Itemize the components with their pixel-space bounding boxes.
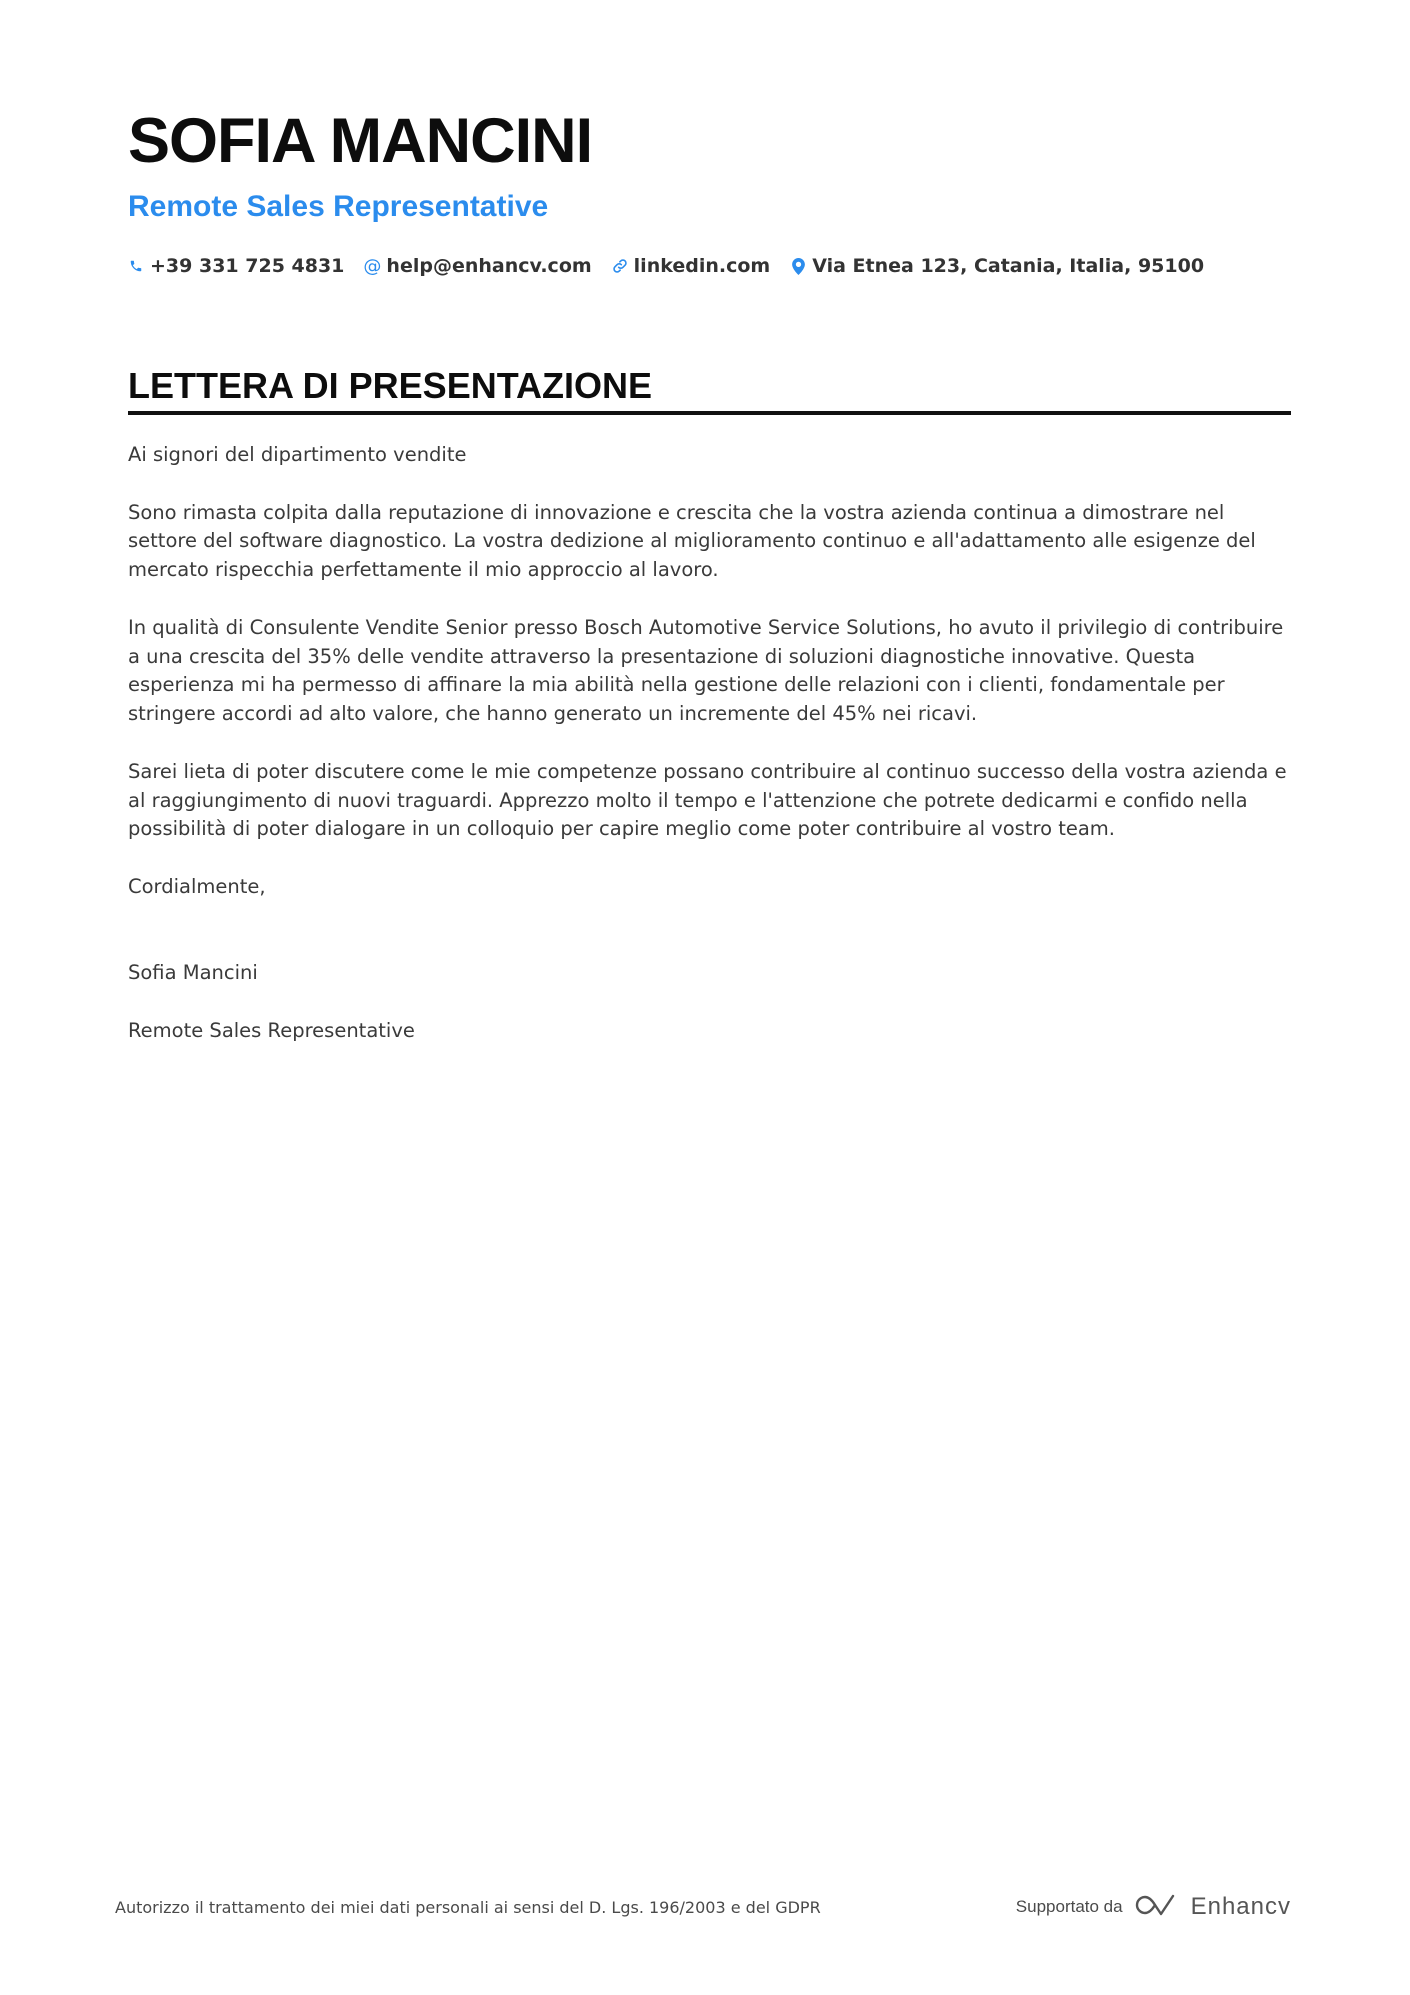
letter-paragraph: Sono rimasta colpita dalla reputazione di innovazione e crescita che la vostra azienda continua a dimostrare nel settore del software diagnostico. La vostra dedizione al miglioramento continuo e all'adattamento alle esigenze del mercato rispecchia perfettamente il mio approccio al lavoro. [128, 500, 1256, 582]
letter-closing: Cordialmente, [128, 874, 266, 898]
supported-by-label: Supportato da [1015, 1897, 1123, 1916]
location-pin-icon [790, 257, 806, 275]
contact-phone[interactable] [128, 255, 344, 277]
letter-paragraph: In qualità di Consulente Vendite Senior presso Bosch Automotive Service Solutions, ho avuto il privilegio di contribuire a una crescita del 35% delle vendite attraverso la presentazione di soluzioni diagnostiche innovative. Questa esperienza mi ha permesso di affinare la mia abilità nella gestione delle relazioni con i clienti, fondamentale per stringere accordi ad alto valore, che hanno generato un incremente del 45% nei ricavi. [128, 615, 1284, 726]
section-title: LETTERA DI PRESENTAZIONE [128, 365, 653, 406]
contact-address [790, 255, 1204, 277]
applicant-name: SOFIA MANCINI [128, 106, 593, 176]
signature-role: Remote Sales Representative [128, 1018, 415, 1042]
letter-body [128, 441, 1291, 1075]
contact-email[interactable] [364, 255, 591, 277]
section-divider [128, 411, 1291, 415]
contact-phone-text: +39 331 725 4831 [150, 255, 345, 277]
brand-name: Enhancv [1190, 1893, 1291, 1920]
privacy-consent: Autorizzo il trattamento dei miei dati personali ai sensi del D. Lgs. 196/2003 e del GDPR [115, 1898, 821, 1917]
contact-linkedin-text: linkedin.com [633, 255, 771, 277]
letter-paragraph: Sarei lieta di poter discutere come le mie competenze possano contribuire al continuo successo della vostra azienda e al raggiungimento di nuovi traguardi. Apprezzo molto il tempo e l'attenzione che potrete dedicarmi e confido nella possibilità di poter dialogare in un colloquio per capire meglio come poter contribuire al vostro team. [128, 759, 1287, 841]
enhancv-logo-icon [1133, 1892, 1181, 1922]
contact-bar [128, 255, 1204, 277]
applicant-role: Remote Sales Representative [128, 190, 549, 223]
signature-name: Sofia Mancini [128, 961, 258, 985]
contact-linkedin[interactable] [612, 255, 771, 277]
link-icon [612, 257, 628, 275]
letter-greeting: Ai signori del dipartimento vendite [128, 443, 467, 466]
footer-brand[interactable] [1016, 1892, 1291, 1922]
at-icon: @ [363, 255, 382, 277]
contact-email-text: help@enhancv.com [386, 255, 592, 277]
phone-icon [128, 257, 144, 275]
contact-address-text: Via Etnea 123, Catania, Italia, 95100 [812, 255, 1205, 277]
cover-letter-page [115, 0, 1291, 1995]
